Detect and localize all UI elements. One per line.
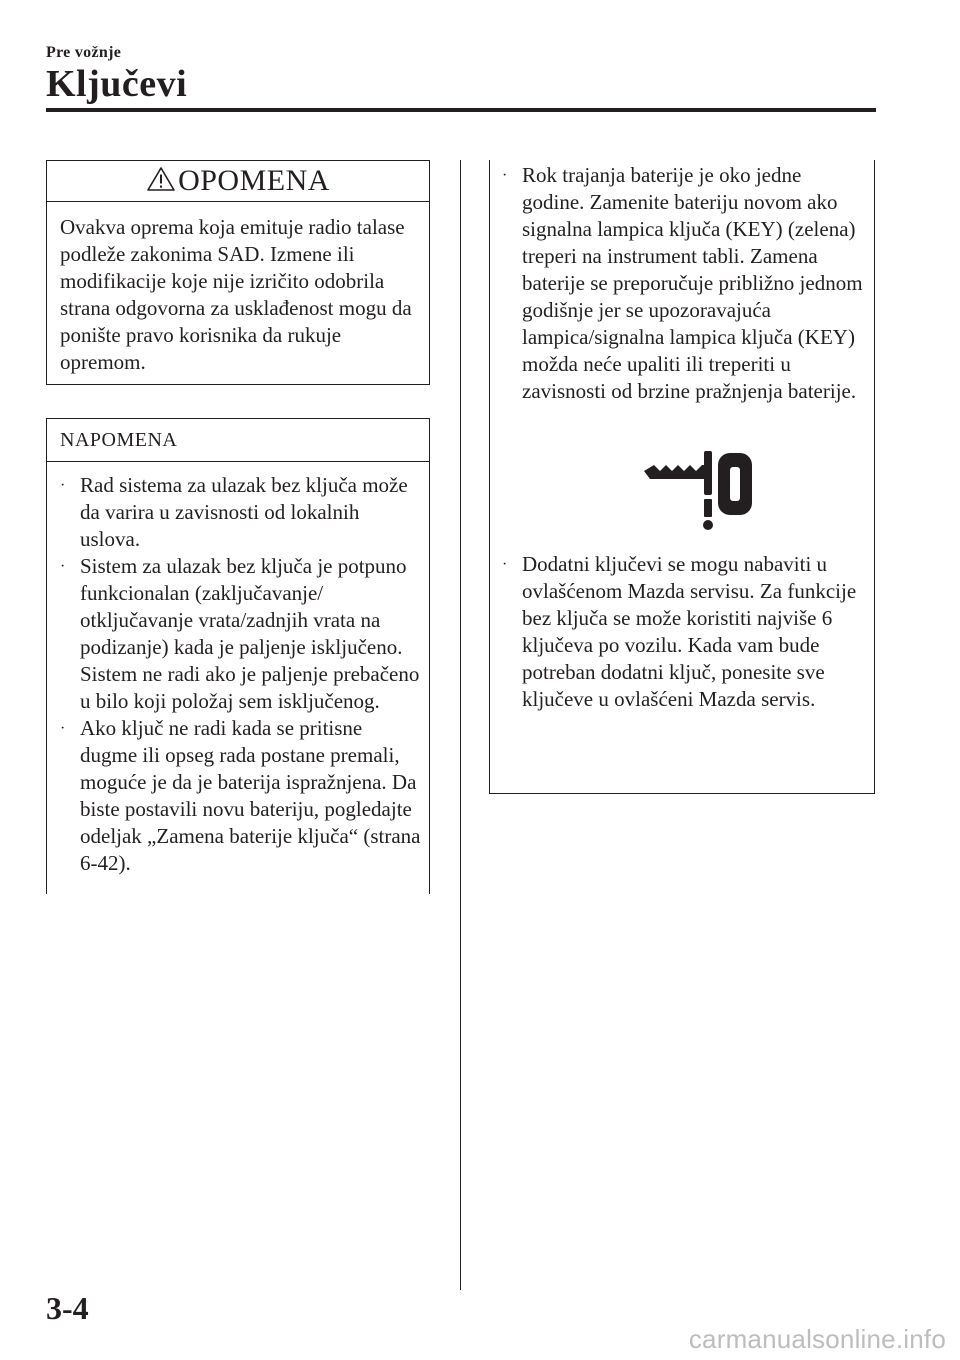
list-item [502, 551, 864, 713]
page-number: 3-4 [46, 1290, 89, 1326]
warning-heading-text: OPOMENA [178, 164, 330, 197]
list-item [60, 472, 423, 553]
list-item-text-content: Rok trajanja baterije je oko jedne godine. Zamenite bateriju novom ako signalna lampica ključa (KEY) (zelena) treperi na instrument tabli. Zamena baterije se preporučuje približno jednom godišnje jer se upozoravajuća lampica/signalna lampica ključa (KEY) možda neće upaliti ili treperiti u zavisnosti od brzine pražnjenja baterije. [522, 163, 863, 403]
list-item-text: Sistem za ulazak bez ključa je potpuno funkcionalan (zaključavanje/ otključavanje vrata/zadnjih vrata na podizanje) kada je paljenje isključeno. Sistem ne radi ako je paljenje prebačeno u bilo koji položaj sem isključenog. [80, 554, 420, 713]
note-box [46, 418, 430, 894]
bullet-dot: · [502, 167, 508, 184]
column-divider [460, 160, 461, 1290]
list-item [60, 715, 423, 877]
page-title: Ključevi [46, 63, 188, 105]
list-item [502, 162, 864, 533]
title-rule [46, 108, 876, 112]
bullet-dot: · [60, 558, 66, 575]
list-item-text: Rad sistema za ulazak bez ključa može da varira u zavisnosti od lokalnih uslova. [80, 473, 408, 551]
list-item [60, 553, 423, 715]
list-item-text [522, 162, 864, 533]
warning-heading [47, 161, 429, 202]
key-warning-indicator-icon [644, 451, 766, 533]
bullet-dot: · [60, 720, 66, 737]
note-list [47, 462, 429, 877]
warning-body: Ovakva oprema koja emituje radio talase podleže zakonima SAD. Izmene ili modifikacije koje nije izričito odobrila strana odgovorna za usklađenost mogu da ponište pravo korisnika da rukuje opremom. [60, 215, 412, 374]
list-item-text: Ako ključ ne radi kada se pritisne dugme ili opseg rada postane premali, moguće je da je baterija ispražnjena. Da biste postavili novu bateriju, pogledajte odeljak „Zamena baterije ključa“ (strana 6-42). [80, 716, 421, 875]
section-label: Pre vožnje [46, 44, 122, 61]
warning-triangle-icon [146, 166, 176, 192]
watermark: carmanualsonline.info [688, 1324, 946, 1354]
bullet-dot: · [60, 477, 66, 494]
note-continued-list [490, 160, 874, 713]
note-heading: NAPOMENA [47, 419, 429, 462]
warning-box [46, 160, 430, 385]
note-continued-box [489, 160, 875, 794]
bullet-dot: · [502, 556, 508, 573]
list-item-text: Dodatni ključevi se mogu nabaviti u ovlašćenom Mazda servisu. Za funkcije bez ključa se može koristiti najviše 6 ključeva po vozilu. Kada vam bude potreban dodatni ključ, ponesite sve ključeve u ovlašćeni Mazda servis. [522, 552, 857, 711]
